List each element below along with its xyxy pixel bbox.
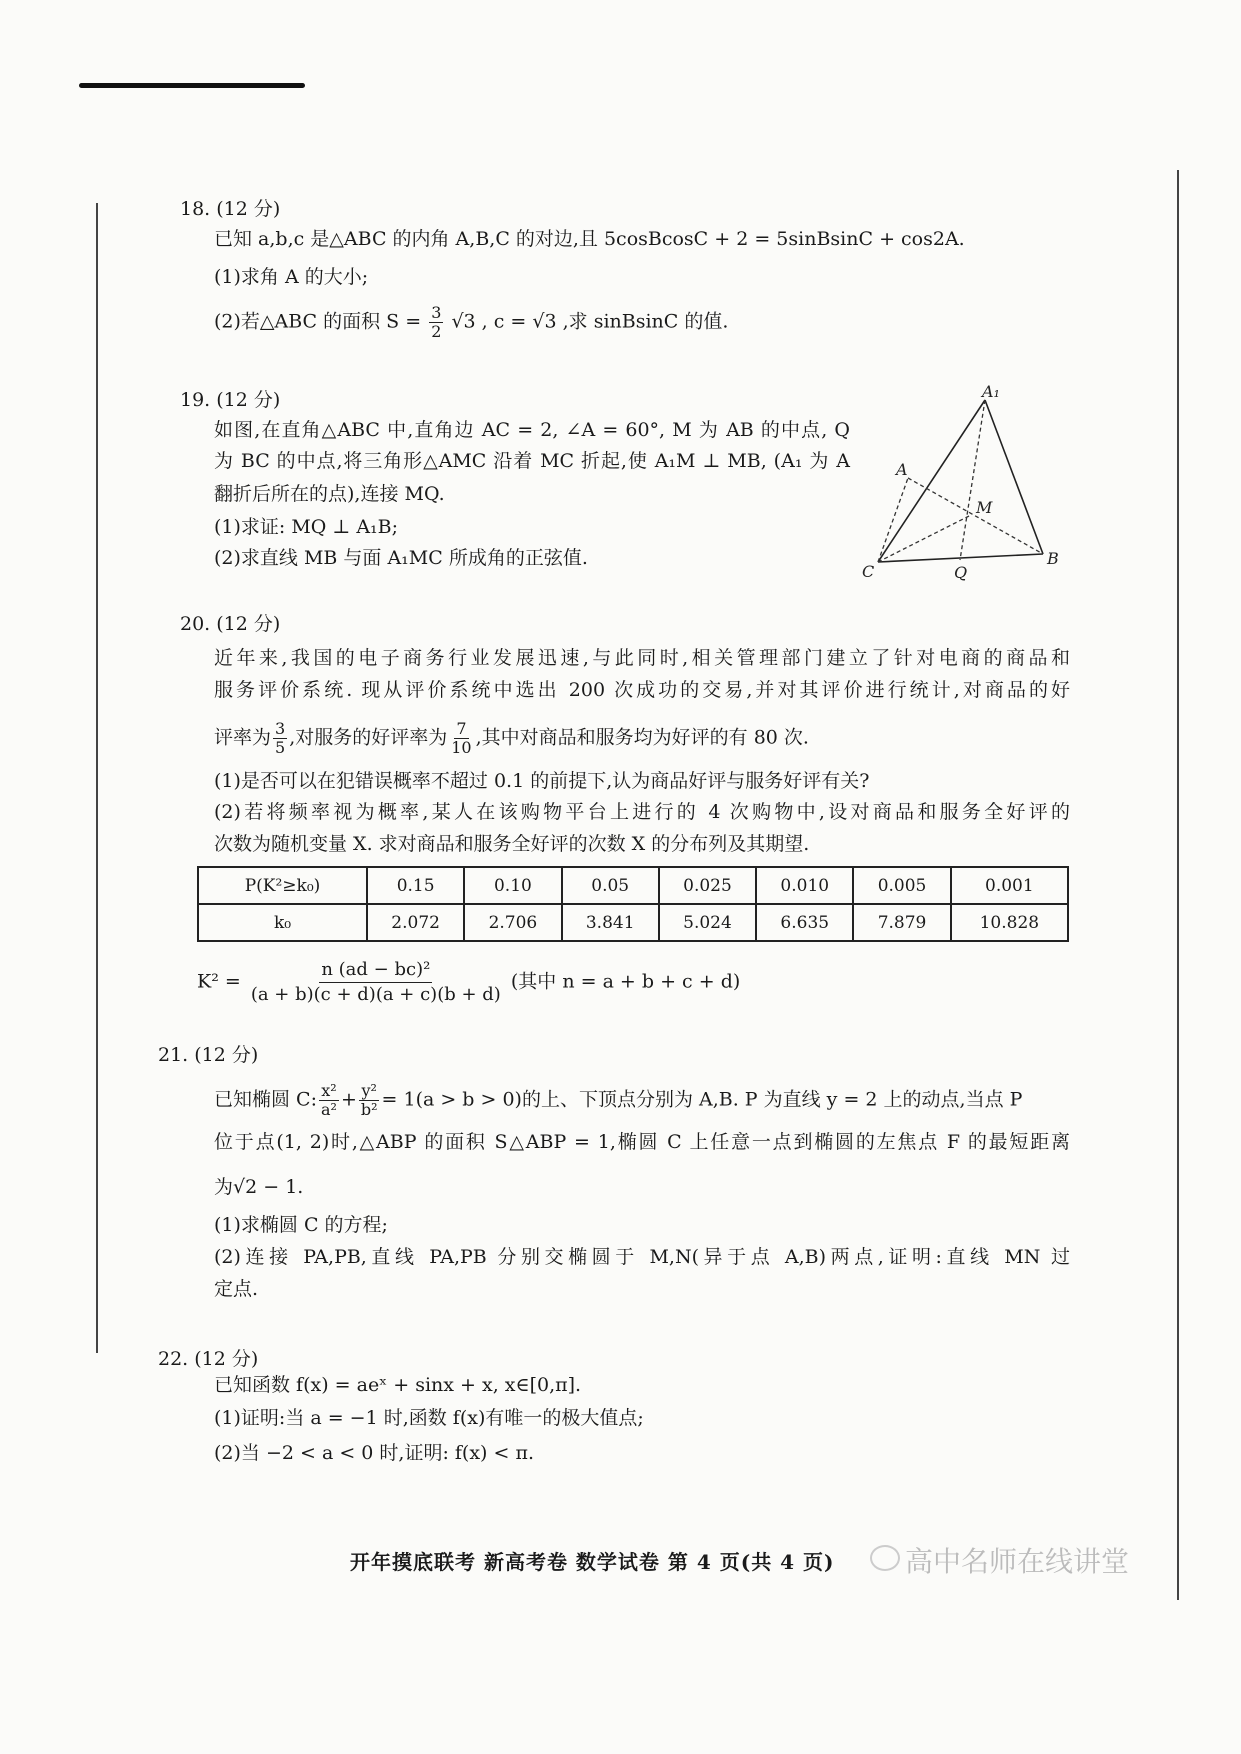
watermark: 高中名师在线讲堂 bbox=[905, 1545, 1130, 1578]
q19-part1: (1)求证: MQ ⊥ A₁B; bbox=[214, 516, 399, 538]
q20-part1: (1)是否可以在犯错误概率不超过 0.1 的前提下,认为商品好评与服务好评有关? bbox=[214, 770, 870, 792]
label-Q: Q bbox=[954, 563, 968, 582]
q21-text: 已知椭圆 C: bbox=[214, 1088, 317, 1111]
table-cell: 10.828 bbox=[951, 904, 1068, 941]
wechat-icon bbox=[870, 1545, 900, 1571]
k-squared-formula bbox=[197, 958, 740, 1007]
fraction bbox=[249, 958, 503, 1007]
q19-number: 19. (12 分) bbox=[180, 389, 281, 411]
table-cell: 0.025 bbox=[659, 867, 756, 904]
numerator: n (ad − bc)² bbox=[319, 958, 432, 983]
denominator: 2 bbox=[431, 322, 442, 341]
edge-CA1 bbox=[878, 400, 985, 562]
numerator: 7 bbox=[456, 719, 467, 738]
table-cell: 2.072 bbox=[367, 904, 464, 941]
numerator: x² bbox=[321, 1081, 337, 1100]
q21-line: 为√2 − 1. bbox=[214, 1176, 304, 1198]
q18-part2-text: (2)若△ABC 的面积 S = bbox=[214, 310, 422, 333]
q21-part2: 定点. bbox=[214, 1278, 259, 1300]
formula-lhs: K² = bbox=[197, 970, 241, 993]
fraction bbox=[449, 720, 473, 757]
q19-part2: (2)求直线 MB 与面 A₁MC 所成角的正弦值. bbox=[214, 547, 588, 569]
table-cell: 0.001 bbox=[951, 867, 1068, 904]
q20-line bbox=[214, 720, 809, 757]
label-M: M bbox=[976, 498, 993, 517]
q21-text: + bbox=[340, 1088, 357, 1111]
table-cell: 3.841 bbox=[562, 904, 659, 941]
numerator: 3 bbox=[431, 303, 442, 322]
table-cell: P(K²≥k₀) bbox=[198, 867, 367, 904]
table-cell: 7.879 bbox=[853, 904, 950, 941]
q18-stem: 已知 a,b,c 是△ABC 的内角 A,B,C 的对边,且 5cosBcosC + 2 = 5sinBsinC + cos2A. bbox=[214, 228, 965, 250]
q22-number: 22. (12 分) bbox=[158, 1348, 259, 1370]
q21-number: 21. (12 分) bbox=[158, 1044, 259, 1066]
table-cell: 0.005 bbox=[853, 867, 950, 904]
table-cell: 0.15 bbox=[367, 867, 464, 904]
label-A: A bbox=[896, 460, 908, 479]
q21-line: 位于点(1, 2)时,△ABP 的面积 S△ABP = 1,椭圆 C 上任意一点到椭圆的左焦点 F 的最短距离 bbox=[214, 1131, 1070, 1153]
denominator: a² bbox=[320, 1100, 337, 1119]
q20-part2: 次数为随机变量 X. 求对商品和服务全好评的次数 X 的分布列及其期望. bbox=[214, 833, 810, 855]
q20-text: 评率为 bbox=[214, 726, 272, 749]
critical-value-table bbox=[197, 866, 1069, 942]
label-C: C bbox=[862, 562, 875, 581]
q21-text: = 1(a > b > 0)的上、下顶点分别为 A,B. P 为直线 y = 2 上的动点,当点 P bbox=[381, 1088, 1023, 1111]
denominator: (a + b)(c + d)(a + c)(b + d) bbox=[250, 984, 501, 1005]
fraction bbox=[359, 1082, 380, 1119]
q20-text: ,对服务的好评率为 bbox=[289, 726, 448, 749]
formula-note: (其中 n = a + b + c + d) bbox=[510, 970, 741, 993]
q19-line: 翻折后所在的点),连接 MQ. bbox=[214, 483, 445, 505]
numerator: 3 bbox=[275, 719, 286, 738]
q22-part1: (1)证明:当 a = −1 时,函数 f(x)有唯一的极大值点; bbox=[214, 1407, 644, 1429]
label-B: B bbox=[1047, 549, 1059, 568]
table-row bbox=[198, 904, 1068, 941]
q22-part2: (2)当 −2 < a < 0 时,证明: f(x) < π. bbox=[214, 1442, 534, 1464]
edge-A1Q bbox=[960, 400, 985, 560]
table-cell: 5.024 bbox=[659, 904, 756, 941]
table-cell: 2.706 bbox=[464, 904, 561, 941]
q18-part1: (1)求角 A 的大小; bbox=[214, 266, 369, 288]
numerator: y² bbox=[361, 1081, 377, 1100]
table-cell: 0.010 bbox=[756, 867, 853, 904]
fraction bbox=[319, 1082, 339, 1119]
table-cell: 0.10 bbox=[464, 867, 561, 904]
q20-line: 近年来,我国的电子商务行业发展迅速,与此同时,相关管理部门建立了针对电商的商品和 bbox=[214, 647, 1070, 669]
table-cell: 6.635 bbox=[756, 904, 853, 941]
table-row bbox=[198, 867, 1068, 904]
q21-part2: (2)连接 PA,PB,直线 PA,PB 分别交椭圆于 M,N(异于点 A,B)两点,证明:直线 MN 过 bbox=[214, 1246, 1070, 1268]
denominator: b² bbox=[360, 1100, 378, 1119]
label-A1: A₁ bbox=[982, 382, 1000, 401]
q20-line: 服务评价系统. 现从评价系统中选出 200 次成功的交易,并对其评价进行统计,对商品的好 bbox=[214, 679, 1070, 701]
denominator: 5 bbox=[275, 738, 286, 757]
q21-part1: (1)求椭圆 C 的方程; bbox=[214, 1214, 388, 1236]
q22-stem: 已知函数 f(x) = aeˣ + sinx + x, x∈[0,π]. bbox=[214, 1374, 582, 1396]
q20-text: ,其中对商品和服务均为好评的有 80 次. bbox=[475, 726, 809, 749]
q18-number: 18. (12 分) bbox=[180, 198, 281, 220]
q19-line: 为 BC 的中点,将三角形△AMC 沿着 MC 折起,使 A₁M ⊥ MB, (A₁ 为 A bbox=[214, 450, 850, 472]
table-cell: k₀ bbox=[198, 904, 367, 941]
q20-part2: (2)若将频率视为概率,某人在该购物平台上进行的 4 次购物中,设对商品和服务全好评的 bbox=[214, 801, 1070, 823]
denominator: 10 bbox=[451, 738, 472, 757]
q18-part2-text: √3 , c = √3 ,求 sinBsinC 的值. bbox=[451, 310, 729, 333]
fraction bbox=[273, 720, 287, 757]
q20-number: 20. (12 分) bbox=[180, 613, 281, 635]
q21-line bbox=[214, 1082, 1070, 1119]
table-cell: 0.05 bbox=[562, 867, 659, 904]
page-footer: 开年摸底联考 新高考卷 数学试卷 第 4 页(共 4 页) bbox=[350, 1550, 835, 1574]
q19-line: 如图,在直角△ABC 中,直角边 AC = 2, ∠A = 60°, M 为 AB 的中点, Q bbox=[214, 419, 850, 441]
edge-A1B bbox=[985, 400, 1043, 554]
